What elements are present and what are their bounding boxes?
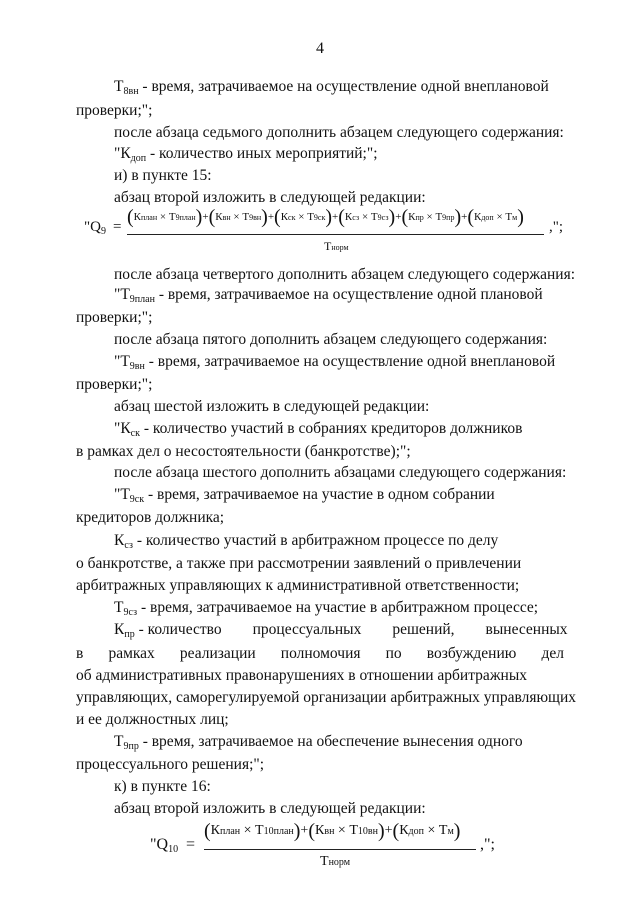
line-9: проверки;"; <box>76 309 153 326</box>
subscript: 8вн <box>123 86 139 97</box>
fraction-bar <box>204 849 476 850</box>
line-ksk <box>114 419 522 439</box>
line-ksz <box>114 531 498 551</box>
formula-q9 <box>84 206 564 264</box>
fraction-bar <box>127 234 544 235</box>
line-3: после абзаца седьмого дополнить абзацем следующего содержания: <box>114 124 564 141</box>
text: - время, затрачиваемое на обеспечение вынесения одного <box>138 733 523 750</box>
text: - время, затрачиваемое на осуществление одной плановой <box>154 286 543 303</box>
line-t9plan <box>114 285 543 305</box>
line-t9vn <box>114 352 555 372</box>
subscript: 9вн <box>129 361 145 372</box>
word: рамках <box>108 645 155 662</box>
line-t9sz <box>114 598 538 618</box>
formula-denominator: Тнорм <box>324 239 349 253</box>
formula-numerator: (Кплан × Т9план)+(Квн × Т9вн)+(Кск × Т9ск)+(Ксз × Т9сз)+(Кпр × Т9пр)+(Кдоп × Тм) <box>127 206 524 228</box>
line-t9sk <box>114 485 495 505</box>
symbol: К <box>114 532 125 549</box>
symbol: "К <box>114 145 131 162</box>
symbol: К <box>114 621 125 638</box>
subscript: ск <box>130 428 140 439</box>
formula-tail: ,"; <box>480 836 495 853</box>
word: по <box>385 645 402 662</box>
subscript: 9сз <box>123 607 138 618</box>
line-kpr <box>114 620 568 640</box>
formula-numerator: (Кплан × Т10план)+(Квн × Т10вн)+(Кдоп × Тм) <box>204 820 461 842</box>
line-6: абзац второй изложить в следующей редакции: <box>114 189 426 206</box>
line-30: к) в пункте 16: <box>114 778 211 795</box>
subscript: сз <box>124 540 133 551</box>
subscript: доп <box>130 153 147 164</box>
formula-tail: ,"; <box>549 219 564 235</box>
text: - время, затрачиваемое на осуществление одной внеплановой <box>138 78 549 95</box>
subscript: 9пр <box>123 741 139 752</box>
line-31: абзац второй изложить в следующей редакции: <box>114 800 426 817</box>
subscript: 9план <box>129 294 155 305</box>
text: - время, затрачиваемое на участие в арбитражном процессе; <box>137 599 539 616</box>
word: дел <box>541 645 564 662</box>
subscript: 9ск <box>129 494 145 505</box>
symbol: "Т <box>114 286 130 303</box>
line-16: после абзаца шестого дополнить абзацами следующего содержания: <box>114 464 567 481</box>
line-kdop <box>114 144 378 164</box>
line-t8vn <box>114 77 549 97</box>
line-25: об административных правонарушениях в отношении арбитражных <box>76 667 527 684</box>
page-number: 4 <box>316 40 324 57</box>
formula-eq: = <box>186 836 196 853</box>
text: - время, затрачиваемое на участие в одном собрании <box>144 486 495 503</box>
formula-lhs: "$Q_9$ <box>84 219 106 237</box>
line-7: после абзаца четвертого дополнить абзацем следующего содержания: <box>114 266 576 283</box>
symbol: Т <box>114 599 124 616</box>
line-26: управляющих, саморегулируемой организации арбитражных управляющих <box>76 689 577 706</box>
symbol: Т <box>114 733 124 750</box>
line-10: после абзаца пятого дополнить абзацем следующего содержания: <box>114 331 548 348</box>
line-21: арбитражных управляющих к административной ответственности; <box>76 577 520 594</box>
text: - время, затрачиваемое на осуществление одной внеплановой <box>144 353 556 370</box>
line-24 <box>76 644 564 664</box>
text: - количество участий в собраниях кредиторов должников <box>139 420 523 437</box>
line-29: процессуального решения;"; <box>76 756 265 773</box>
formula-denominator: Тнорм <box>320 854 351 869</box>
line-18: кредиторов должника; <box>76 509 225 526</box>
line-15: в рамках дел о несостоятельности (банкротстве);"; <box>76 443 411 460</box>
word: возбуждению <box>426 645 517 662</box>
symbol: Т <box>114 78 124 95</box>
formula-eq: = <box>113 219 122 235</box>
line-20: о банкротстве, а также при рассмотрении заявлений о привлечении <box>76 555 522 572</box>
formula-lhs: "$Q_{10}$ <box>150 836 179 855</box>
word: полномочия <box>280 645 361 662</box>
symbol: "К <box>114 420 131 437</box>
symbol: "Т <box>114 486 130 503</box>
line-27: и ее должностных лиц; <box>76 711 229 728</box>
word: в <box>76 645 84 662</box>
subscript: пр <box>124 629 135 640</box>
line-5: и) в пункте 15: <box>114 167 212 184</box>
text: - количество иных мероприятий;"; <box>146 145 378 162</box>
word: реализации <box>179 645 256 662</box>
line-2: проверки;"; <box>76 102 153 119</box>
formula-q10 <box>150 818 510 880</box>
text: - количество участий в арбитражном процессе по делу <box>132 532 499 549</box>
line-13: абзац шестой изложить в следующей редакции: <box>114 398 430 415</box>
line-12: проверки;"; <box>76 376 153 393</box>
text: - количество процессуальных решений, вынесенных <box>134 621 568 638</box>
line-t9pr <box>114 732 523 752</box>
symbol: "Т <box>114 353 130 370</box>
